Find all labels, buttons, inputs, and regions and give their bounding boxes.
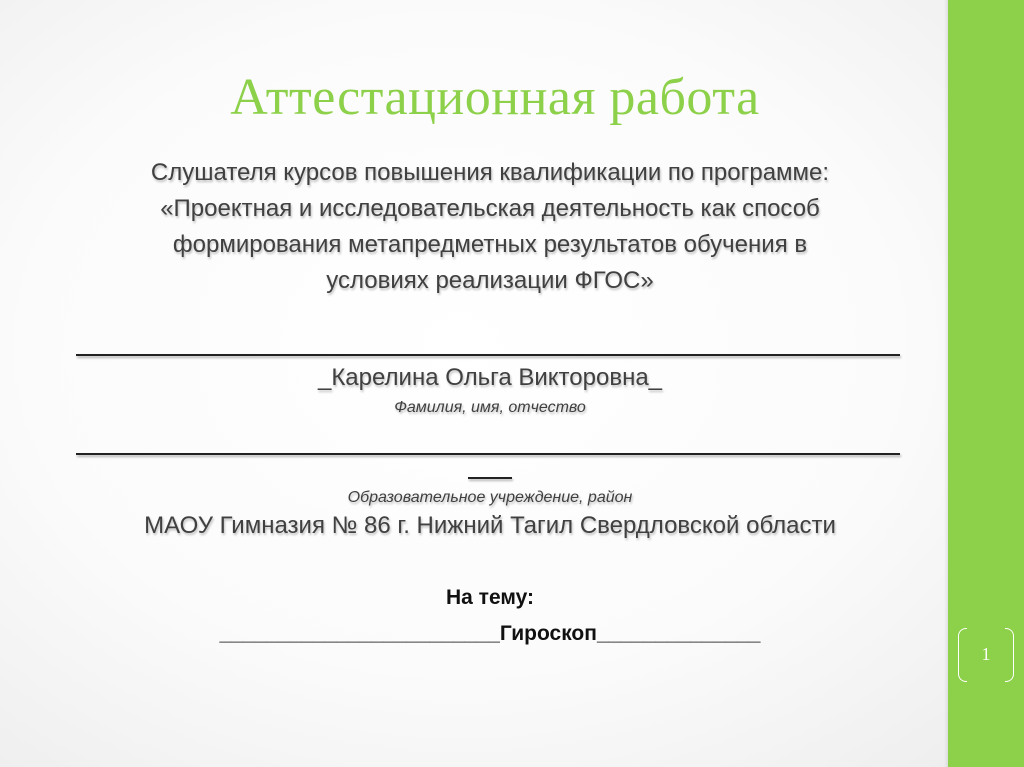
- institution-name: МАОУ Гимназия № 86 г. Нижний Тагил Свердловской области: [144, 512, 836, 539]
- bracket-right-icon: [1005, 628, 1014, 682]
- author-name: _Карелина Ольга Викторовна_: [317, 364, 663, 391]
- slide-title: Аттестационная работа: [230, 69, 760, 126]
- bracket-left-icon: [958, 628, 967, 682]
- divider-line: [76, 453, 900, 455]
- divider-short-line: [468, 477, 512, 479]
- divider-line: [76, 354, 900, 356]
- course-description-line: формирования метапредметных результатов обучения в: [172, 231, 808, 258]
- topic-label: На тему:: [445, 586, 535, 609]
- course-description-line: «Проектная и исследовательская деятельность как способ: [160, 195, 820, 222]
- author-caption: Фамилия, имя, отчество: [394, 399, 586, 416]
- course-description-line: условиях реализации ФГОС»: [326, 267, 654, 294]
- page-number-badge: [948, 628, 1024, 680]
- topic-value: ________________________Гироскоп______________: [219, 622, 761, 645]
- course-description: [60, 155, 920, 299]
- institution-caption: Образовательное учреждение, район: [347, 489, 633, 506]
- course-description-line: Слушателя курсов повышения квалификации по программе:: [150, 159, 830, 186]
- page-number: 1: [981, 643, 991, 664]
